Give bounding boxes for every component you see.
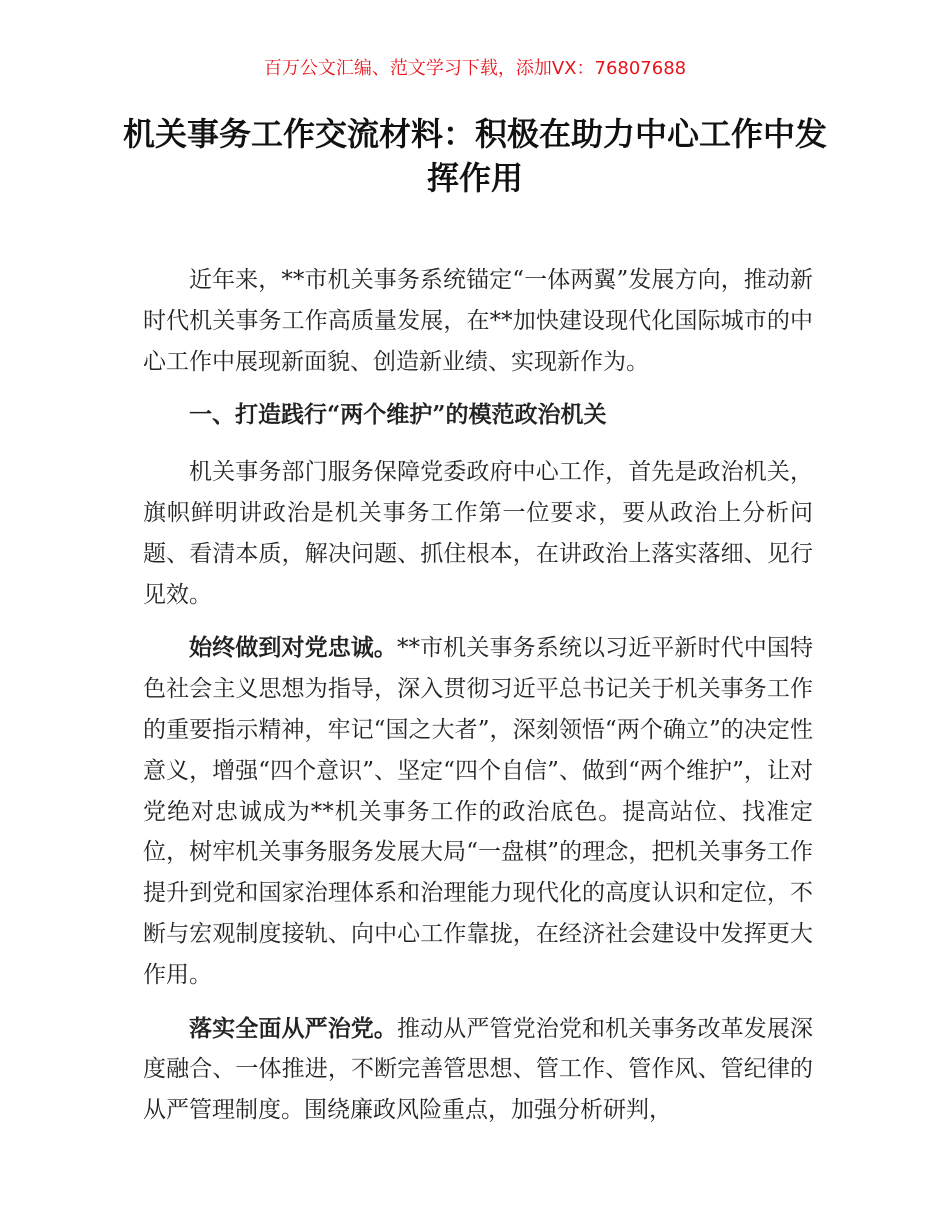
section-paragraph: 机关事务部门服务保障党委政府中心工作，首先是政治机关，旗帜鲜明讲政治是机关事务工作第一位要求，要从政治上分析问题、看清本质，解决问题、抓住根本，在讲政治上落实落细、见行见效。 xyxy=(143,459,813,608)
loyalty-text: **市机关事务系统以习近平新时代中国特色社会主义思想为指导，深入贯彻习近平总书记关于机关事务工作的重要指示精神，牢记“国之大者”，深刻领悟“两个确立”的决定性意义，增强“四个意识”、坚定“四个自信”、做到“两个维护”，让对党绝对忠诚成为**机关事务工作的政治底色。提高站位、找准定位，树牢机关事务服务发展大局“一盘棋”的理念，把机关事务工作提升到党和国家治理体系和治理能力现代化的高度认识和定位，不断与宏观制度接轨、向中心工作靠拢，在经济社会建设中发挥更大作用。 xyxy=(143,635,814,988)
intro-paragraph: 近年来，**市机关事务系统锚定“一体两翼”发展方向，推动新时代机关事务工作高质量发展，在**加快建设现代化国际城市的中心工作中展现新面貌、创造新业绩、实现新作为。 xyxy=(143,267,813,375)
loyalty-paragraph xyxy=(143,628,813,995)
document-body xyxy=(143,260,813,1144)
loyalty-lead: 始终做到对党忠诚。 xyxy=(189,634,398,662)
discipline-paragraph xyxy=(143,1009,813,1131)
document-title: 机关事务工作交流材料：积极在助力中心工作中发挥作用 xyxy=(122,115,827,197)
promo-banner: 百万公文汇编、范文学习下载，添加VX：76807688 xyxy=(263,58,687,79)
discipline-text: 推动从严管党治党和机关事务改革发展深度融合、一体推进，不断完善管思想、管工作、管作风、管纪律的从严管理制度。围绕廉政风险重点，加强分析研判， xyxy=(143,1015,814,1124)
section-heading: 一、打造践行“两个维护”的模范政治机关 xyxy=(189,401,607,429)
discipline-lead: 落实全面从严治党。 xyxy=(189,1014,398,1042)
